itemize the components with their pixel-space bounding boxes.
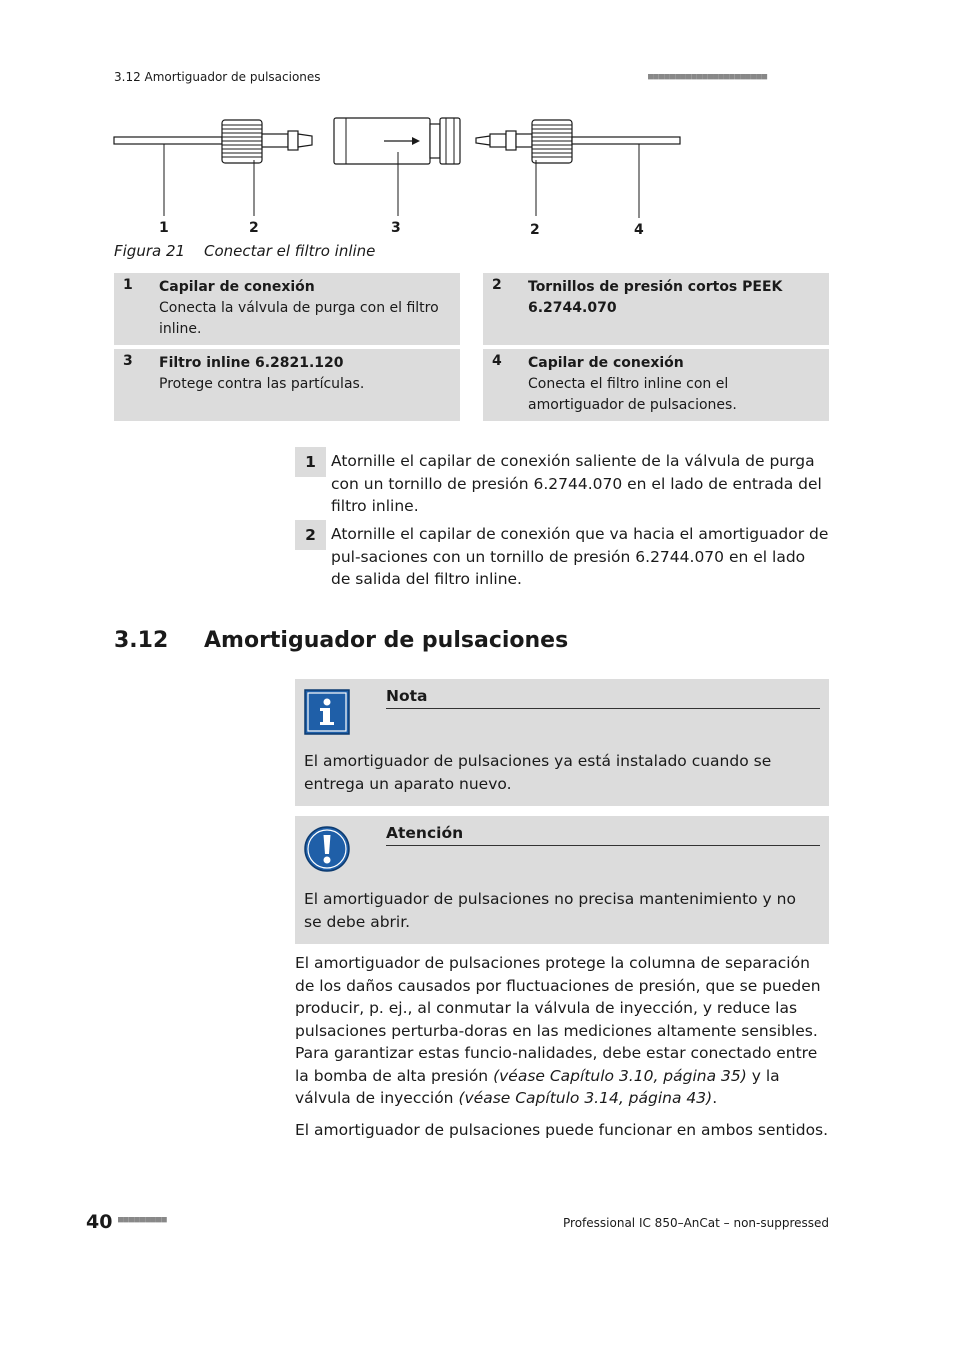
callout-2b: 2 <box>530 222 540 238</box>
step-number: 2 <box>295 520 326 550</box>
legend-item-2: 2 Tornillos de presión cortos PEEK 6.2744.070 <box>483 273 829 345</box>
figure-title: Conectar el filtro inline <box>204 242 376 260</box>
step-number: 1 <box>295 447 326 477</box>
figure-caption <box>114 242 375 260</box>
section-heading <box>114 628 568 653</box>
warning-title: Atención <box>386 824 820 846</box>
cross-reference-link[interactable]: (véase Capítulo 3.10, página 35) <box>493 1066 747 1085</box>
note-title: Nota <box>386 687 820 709</box>
page-number: 40 <box>86 1211 113 1233</box>
warning-box <box>295 816 829 944</box>
section-number: 3.12 <box>114 628 169 653</box>
callout-4: 4 <box>634 222 644 238</box>
callout-3: 3 <box>391 220 401 236</box>
exclamation-icon <box>304 826 350 872</box>
info-icon <box>304 689 350 735</box>
body-paragraph-1: El amortiguador de pulsaciones protege la columna de separación de los daños causados por fluctuaciones de presión, que se pueden producir, p. ej., al conmutar la válvula de inyección, y reduce las pulsaciones perturba-doras en las mediciones altamente sensibles. Para garantizar estas funcio-nalidades, debe estar conectado entre la bomba de alta presión (véase Capítulo 3.10, página 35) y la válvula de inyección (véase Capítulo 3.14, página 43). <box>295 954 821 1107</box>
note-box <box>295 679 829 806</box>
callout-1: 1 <box>159 220 169 236</box>
footer-dots: ■■■■■■■■■ <box>118 1215 167 1225</box>
legend-item-1: 1 Capilar de conexión Conecta la válvula de purga con el filtro inline. <box>114 273 460 345</box>
note-text: El amortiguador de pulsaciones ya está instalado cuando se entrega un aparato nuevo. <box>304 752 772 793</box>
legend-item-4: 4 Capilar de conexión Conecta el filtro inline con el amortiguador de pulsaciones. <box>483 349 829 421</box>
step-1 <box>295 447 829 518</box>
inline-filter-figure <box>112 110 702 240</box>
step-text: Atornille el capilar de conexión saliente de la válvula de purga con un tornillo de presión 6.2744.070 en el lado de entrada del filtro inline. <box>331 452 822 515</box>
step-text: Atornille el capilar de conexión que va hacia el amortiguador de pul-saciones con un tornillo de presión 6.2744.070 en el lado de salida del filtro inline. <box>331 525 829 588</box>
section-title: Amortiguador de pulsaciones <box>204 628 569 653</box>
left-capillary <box>114 137 222 144</box>
figure-number: Figura 21 <box>114 242 186 260</box>
step-2 <box>295 520 829 591</box>
footer-product: Professional IC 850–AnCat – non-suppressed <box>563 1216 829 1230</box>
callout-2: 2 <box>249 220 259 236</box>
warning-text: El amortiguador de pulsaciones no precisa mantenimiento y no se debe abrir. <box>304 890 796 931</box>
right-capillary <box>572 137 680 144</box>
header-dots: ■■■■■■■■■■■■■■■■■■■■■■ <box>648 72 768 82</box>
running-header: 3.12 Amortiguador de pulsaciones <box>114 70 321 84</box>
body-paragraph-2: El amortiguador de pulsaciones puede funcionar en ambos sentidos. <box>295 1121 829 1139</box>
legend-item-3: 3 Filtro inline 6.2821.120 Protege contra las partículas. <box>114 349 460 421</box>
cross-reference-link[interactable]: (véase Capítulo 3.14, página 43) <box>458 1089 713 1107</box>
